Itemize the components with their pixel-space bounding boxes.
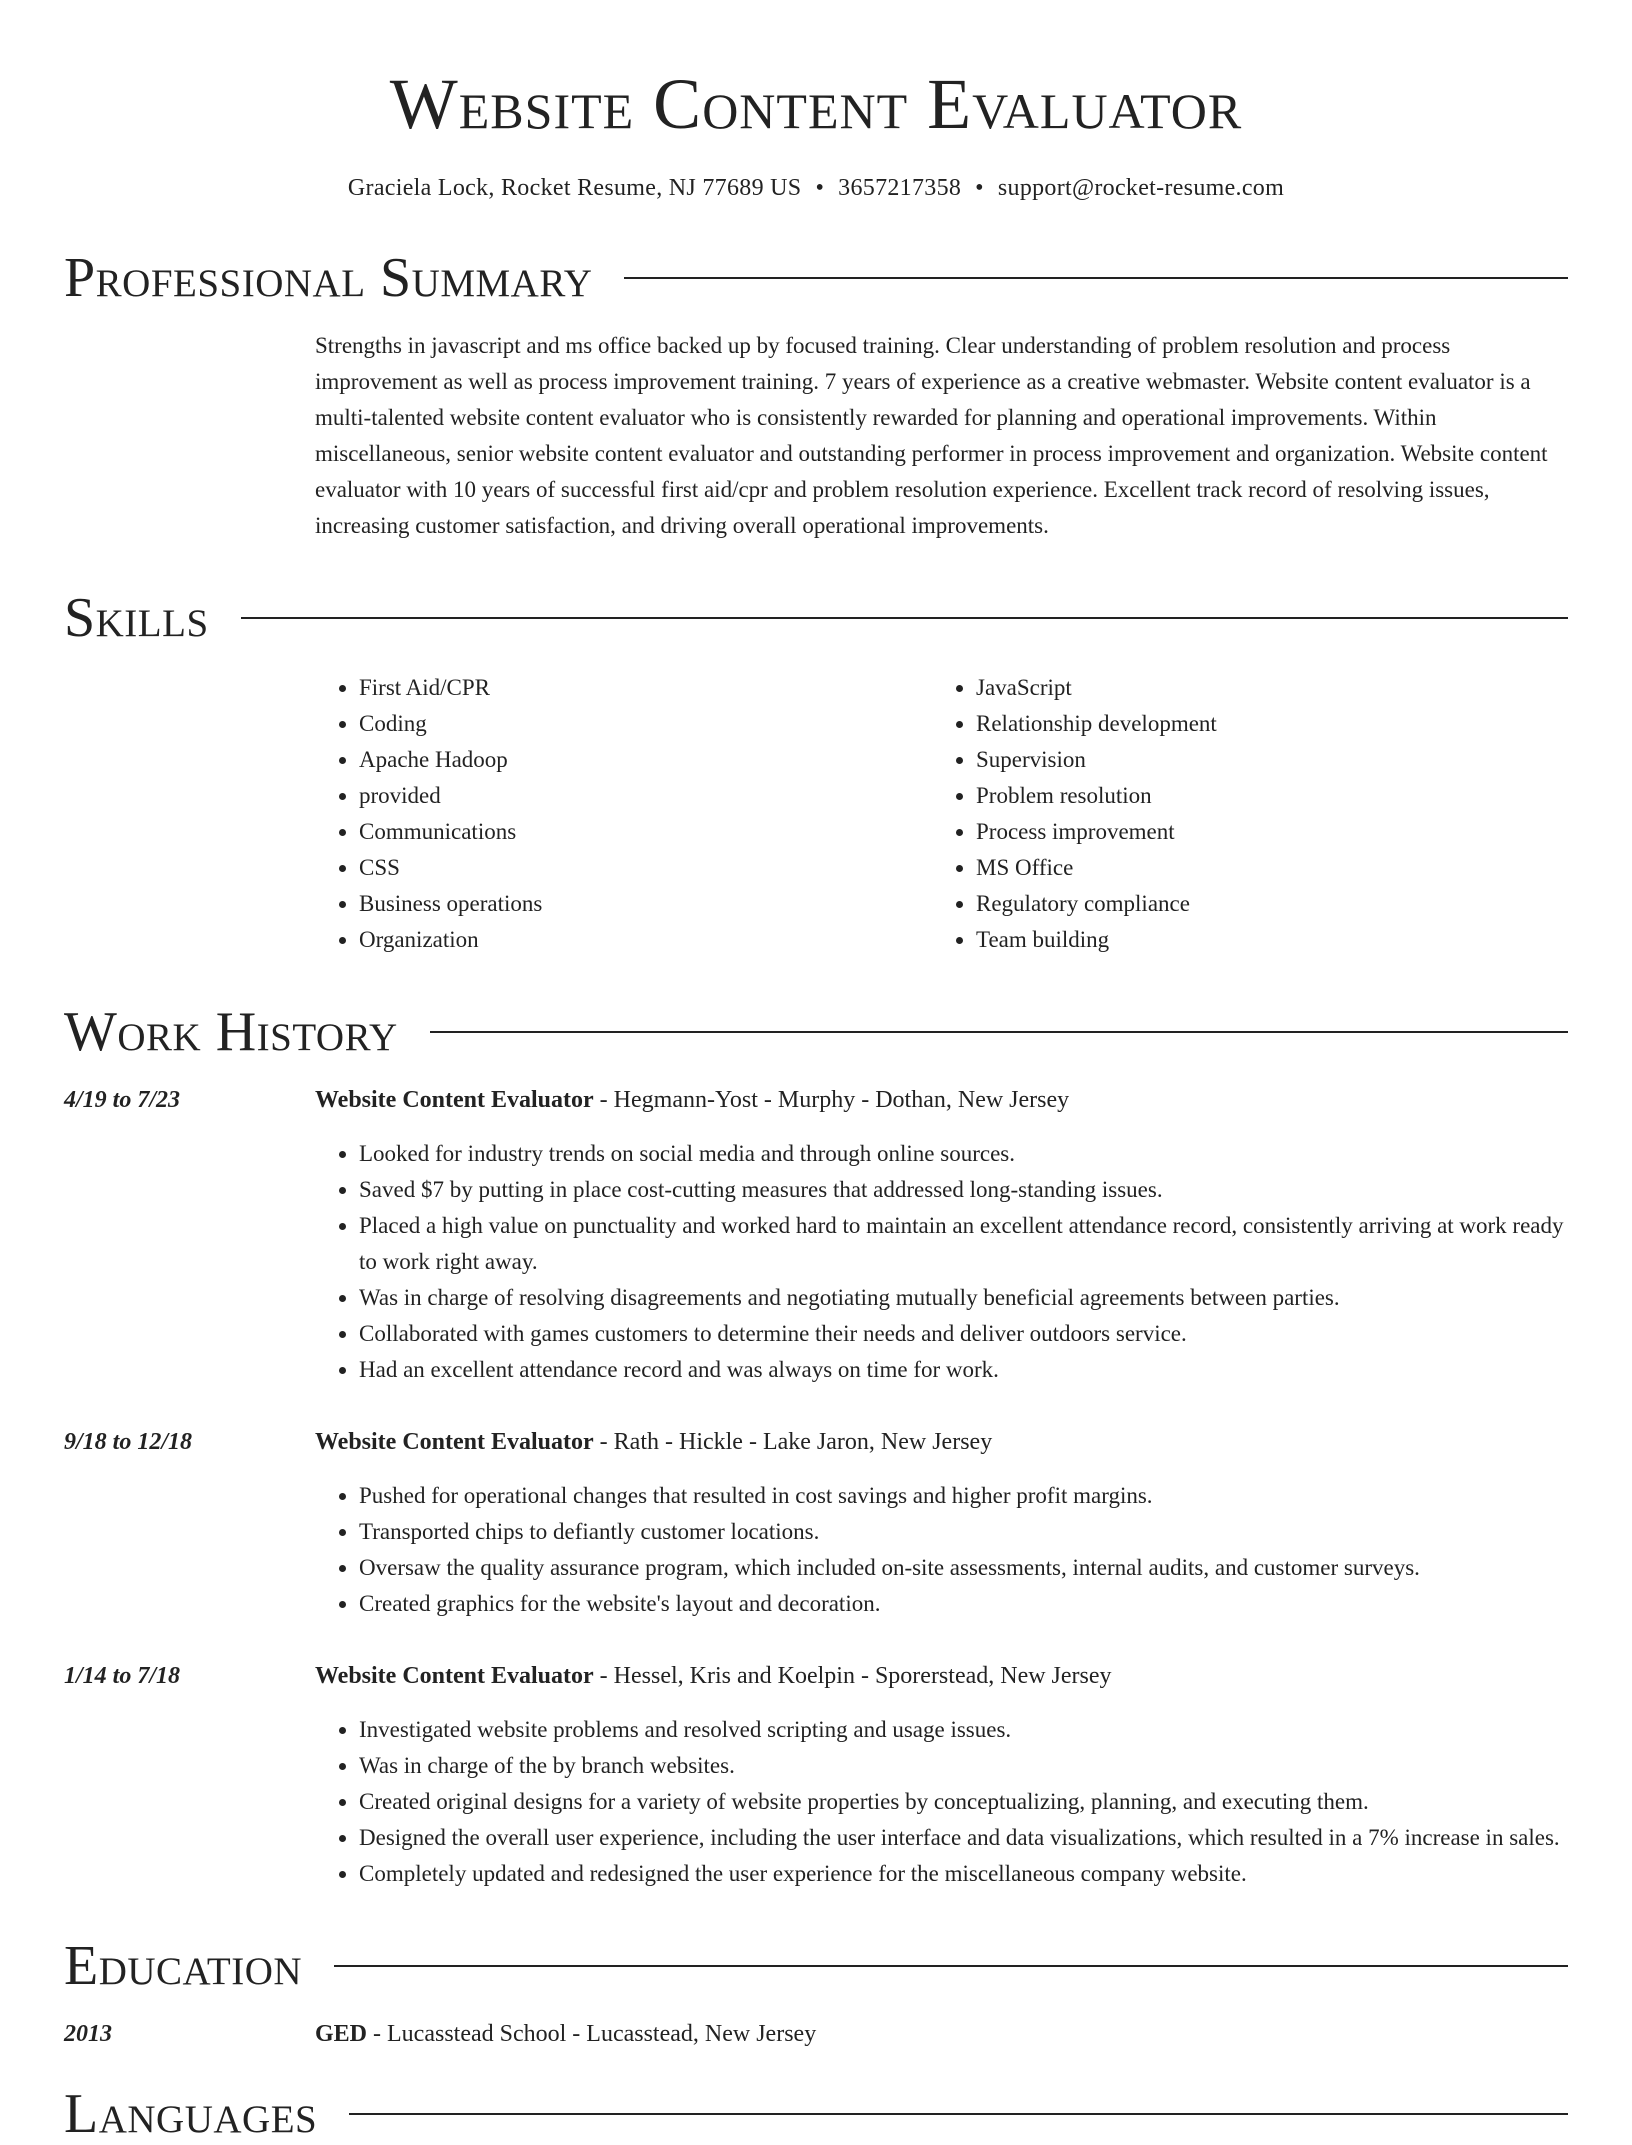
contact-email: support@rocket-resume.com <box>997 175 1285 201</box>
languages-heading: Languages <box>64 2083 318 2145</box>
summary-heading: Professional Summary <box>64 247 593 309</box>
job-bullet: • Transported chips to defiantly customer locations. <box>359 1514 1568 1550</box>
education-school: - Lucasstead School - Lucasstead, New Jersey <box>367 2021 817 2047</box>
job-bullet: • Was in charge of the by branch websites. <box>359 1748 1568 1784</box>
job-bullet: • Created graphics for the website's layout and decoration. <box>359 1586 1568 1622</box>
contact-separator: • <box>815 175 825 201</box>
skill-item: • Process improvement <box>976 814 1549 850</box>
job-bullet: • Was in charge of resolving disagreements and negotiating mutually beneficial agreements between parties. <box>359 1280 1568 1316</box>
work-heading: Work History <box>64 1001 398 1063</box>
education-heading: Education <box>64 1935 303 1997</box>
job-entry <box>64 1424 1568 1622</box>
resume-page <box>64 0 1568 2144</box>
skills-section-header <box>64 588 1568 648</box>
skill-item: • Relationship development <box>976 706 1549 742</box>
skill-item: • Communications <box>359 814 932 850</box>
job-bullet: • Saved $7 by putting in place cost-cutting measures that addressed long-standing issues. <box>359 1172 1568 1208</box>
job-bullet: • Looked for industry trends on social media and through online sources. <box>359 1136 1568 1172</box>
contact-line <box>64 172 1568 204</box>
job-heading <box>315 1082 1568 1118</box>
job-title: Website Content Evaluator <box>315 1087 594 1113</box>
languages-section-header <box>64 2084 1568 2144</box>
education-date: 2013 <box>64 2021 112 2047</box>
skills-heading: Skills <box>64 587 209 649</box>
skill-item: • Organization <box>359 922 932 958</box>
job-detail <box>315 1424 1568 1622</box>
job-title: Website Content Evaluator <box>315 1429 594 1455</box>
job-date: 9/18 to 12/18 <box>64 1429 193 1455</box>
skill-item: • Problem resolution <box>976 778 1549 814</box>
resume-title: Website Content Evaluator <box>389 64 1243 144</box>
section-divider <box>349 2113 1568 2115</box>
job-bullet: • Created original designs for a variety of website properties by conceptualizing, planning, and executing them. <box>359 1784 1568 1820</box>
job-bullets <box>315 1712 1568 1892</box>
job-detail <box>315 1082 1568 1388</box>
skill-item: • Supervision <box>976 742 1549 778</box>
job-bullets <box>315 1136 1568 1388</box>
job-entry <box>64 1658 1568 1892</box>
job-bullet: • Designed the overall user experience, including the user interface and data visualizations, which resulted in a 7% increase in sales. <box>359 1820 1568 1856</box>
skill-item: • MS Office <box>976 850 1549 886</box>
job-employer: - Hegmann-Yost - Murphy - Dothan, New Jersey <box>593 1087 1070 1113</box>
job-bullet: • Collaborated with games customers to determine their needs and deliver outdoors service. <box>359 1316 1568 1352</box>
section-divider <box>241 617 1568 619</box>
skill-item: • JavaScript <box>976 670 1549 706</box>
contact-separator: • <box>975 175 984 201</box>
work-section-header <box>64 1002 1568 1062</box>
skill-item: • Business operations <box>359 886 932 922</box>
job-detail <box>315 1658 1568 1892</box>
skill-item: • Coding <box>359 706 932 742</box>
job-bullet: • Oversaw the quality assurance program, which included on-site assessments, internal audits, and customer surveys. <box>359 1550 1568 1586</box>
job-bullet: • Placed a high value on punctuality and worked hard to maintain an excellent attendance record, consistently arriving at work ready to work right away. <box>359 1208 1568 1280</box>
job-entry <box>64 1082 1568 1388</box>
section-divider <box>430 1031 1568 1033</box>
education-entry <box>64 2016 1568 2052</box>
skill-item: • Apache Hadoop <box>359 742 932 778</box>
job-heading <box>315 1424 1568 1460</box>
job-bullets <box>315 1478 1568 1622</box>
job-employer: - Rath - Hickle - Lake Jaron, New Jersey <box>593 1429 993 1455</box>
education-section-header <box>64 1936 1568 1996</box>
skills-column-right <box>932 670 1549 958</box>
contact-phone: 3657217358 <box>838 175 962 201</box>
summary-text: Strengths in javascript and ms office backed up by focused training. Clear understanding of problem resolution and process improvement as well as process improvement training. 7 years of experience as a creative webmaster. Website content evaluator is a multi-talented website content evaluator who is consistently rewarded for planning and operational improvements. Within miscellaneous, senior website content evaluator and outstanding performer in process improvement and organization. Website content evaluator with 10 years of successful first aid/cpr and problem resolution experience. Excellent track record of resolving issues, increasing customer satisfaction, and driving overall operational improvements. <box>315 333 1548 538</box>
job-employer: - Hessel, Kris and Koelpin - Sporerstead, New Jersey <box>593 1663 1112 1689</box>
job-bullet: • Pushed for operational changes that resulted in cost savings and higher profit margins. <box>359 1478 1568 1514</box>
summary-section-header <box>64 248 1568 308</box>
skill-item: • Regulatory compliance <box>976 886 1549 922</box>
skill-item: • CSS <box>359 850 932 886</box>
skills-column-left <box>315 670 932 958</box>
section-divider <box>624 277 1568 279</box>
skill-item: • Team building <box>976 922 1549 958</box>
job-title: Website Content Evaluator <box>315 1663 594 1689</box>
skill-item: • First Aid/CPR <box>359 670 932 706</box>
job-date: 4/19 to 7/23 <box>64 1087 181 1113</box>
skills-list <box>315 670 1568 958</box>
education-detail <box>315 2016 816 2052</box>
contact-address: Graciela Lock, Rocket Resume, NJ 77689 US <box>347 175 802 201</box>
job-date: 1/14 to 7/18 <box>64 1663 181 1689</box>
job-bullet: • Had an excellent attendance record and was always on time for work. <box>359 1352 1568 1388</box>
skill-item: • provided <box>359 778 932 814</box>
job-bullet: • Completely updated and redesigned the user experience for the miscellaneous company website. <box>359 1856 1568 1892</box>
section-divider <box>334 1965 1568 1967</box>
education-degree: GED <box>315 2021 368 2047</box>
job-bullet: • Investigated website problems and resolved scripting and usage issues. <box>359 1712 1568 1748</box>
job-heading <box>315 1658 1568 1694</box>
